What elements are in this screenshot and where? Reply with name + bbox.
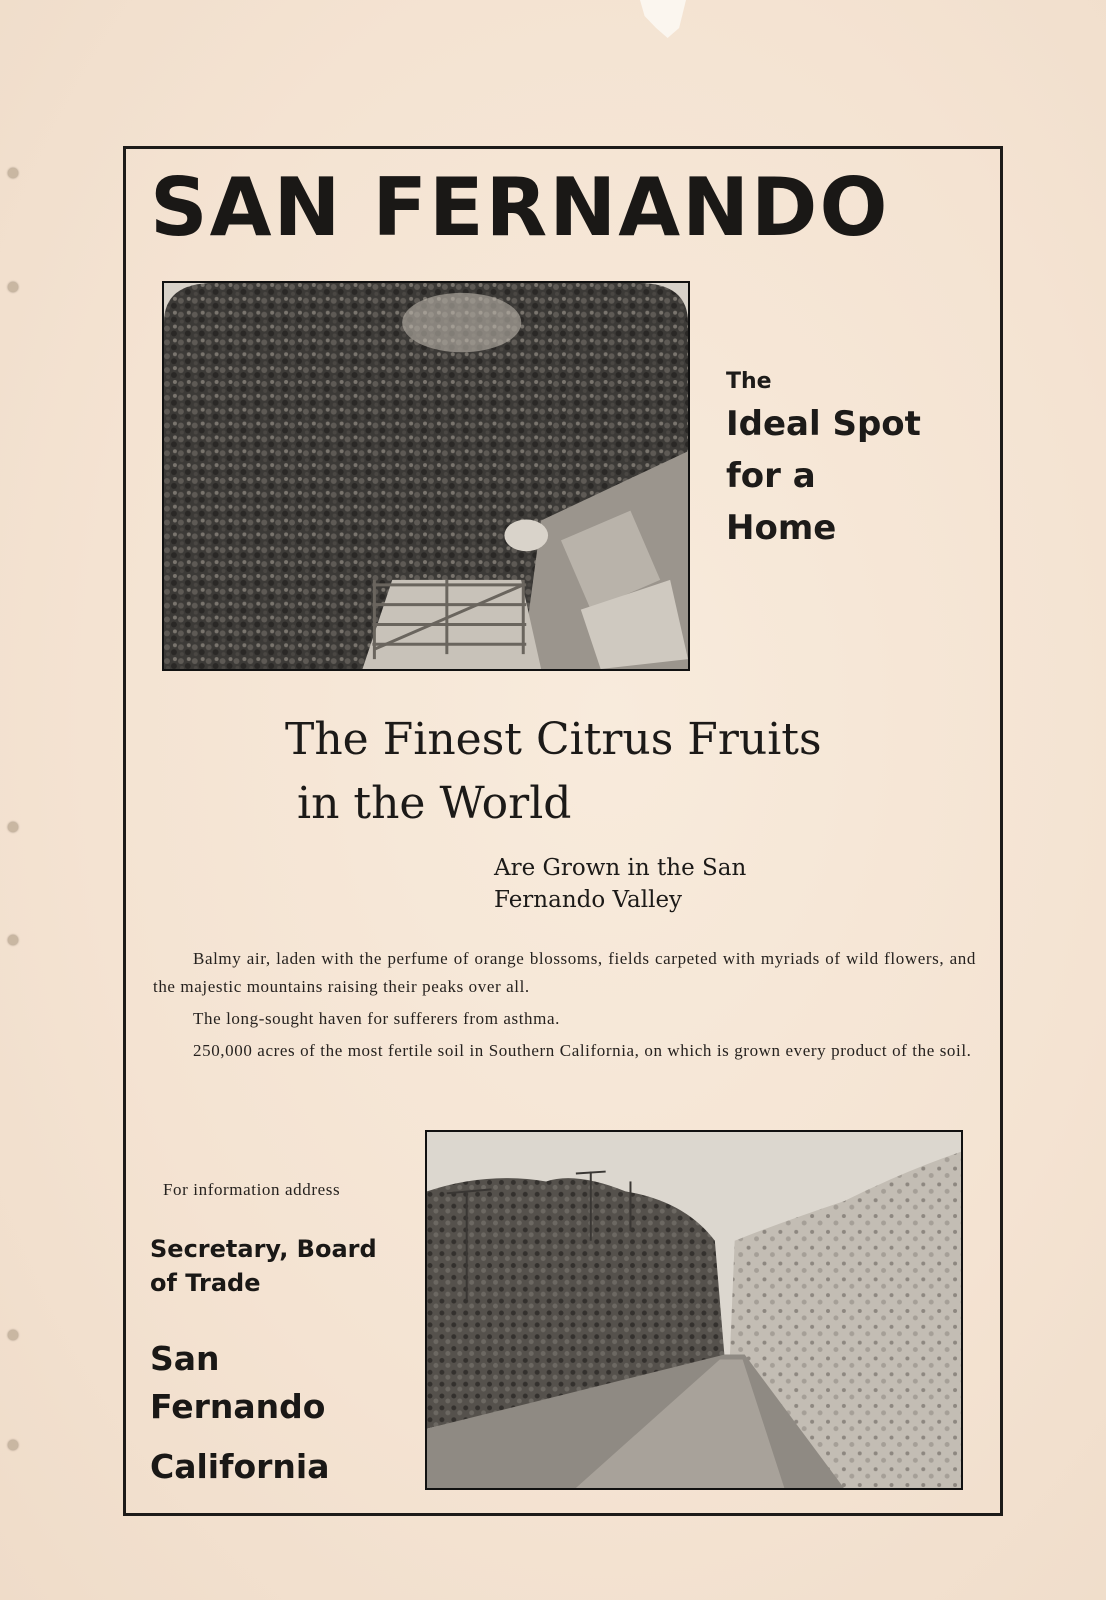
tagline-line: Home xyxy=(726,508,837,548)
tagline xyxy=(726,370,966,554)
photo-wooded-gate xyxy=(162,281,690,671)
city-line-2: Fernando xyxy=(150,1387,326,1426)
tagline-the: The xyxy=(726,369,772,394)
canyon-road-illustration xyxy=(427,1132,961,1488)
tagline-line: for a xyxy=(726,456,816,496)
addressee-line-1: Secretary, Board xyxy=(150,1235,377,1263)
city-line-1: San xyxy=(150,1339,220,1378)
binding-hole xyxy=(8,168,18,178)
subheading-line-1: Are Grown in the San xyxy=(494,855,747,881)
headline: SAN FERNANDO xyxy=(150,161,890,254)
state-name: California xyxy=(150,1447,330,1486)
contact-label: For information address xyxy=(163,1180,341,1199)
photo-canyon-road xyxy=(425,1130,963,1490)
body-paragraph: The long-sought haven for sufferers from asthma. xyxy=(193,1009,560,1028)
contact-city xyxy=(150,1335,410,1491)
binding-hole xyxy=(8,935,18,945)
main-heading xyxy=(285,708,905,836)
binding-hole xyxy=(8,1440,18,1450)
binding-hole xyxy=(8,282,18,292)
body-paragraph: Balmy air, laden with the perfume of orange blossoms, fields carpeted with myriads of wild flowers, and the majestic mountains raising their peaks over all. xyxy=(153,949,976,996)
body-copy xyxy=(153,945,976,1069)
heading-line-2: in the World xyxy=(297,778,572,829)
subheading xyxy=(494,852,814,916)
body-paragraph: 250,000 acres of the most fertile soil in Southern California, on which is grown every product of the soil. xyxy=(193,1041,972,1060)
contact-addressee xyxy=(150,1232,410,1300)
tagline-line: Ideal Spot xyxy=(726,404,921,444)
heading-line-1: The Finest Citrus Fruits xyxy=(285,714,822,765)
binding-hole xyxy=(8,1330,18,1340)
wooded-gate-illustration xyxy=(164,283,688,669)
subheading-line-2: Fernando Valley xyxy=(494,887,683,913)
binding-hole xyxy=(8,822,18,832)
addressee-line-2: of Trade xyxy=(150,1269,261,1297)
